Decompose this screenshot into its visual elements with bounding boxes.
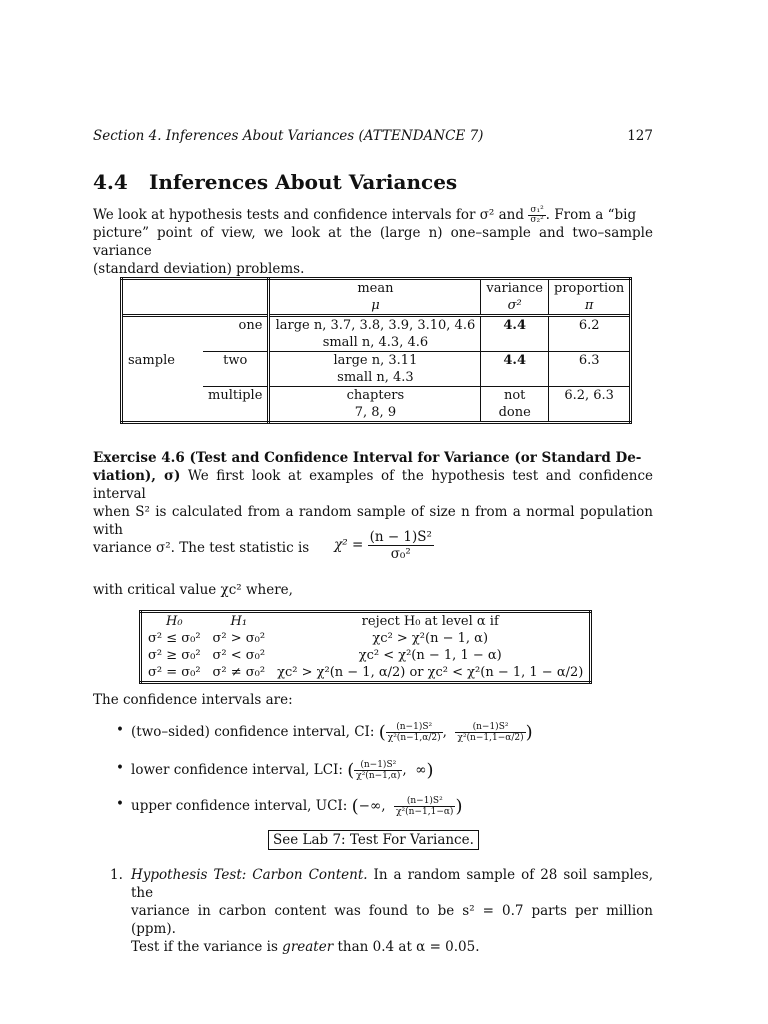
exercise-line-4: variance σ². The test statistic is	[93, 540, 310, 556]
ci-intro: The confidence intervals are:	[93, 692, 293, 708]
col-variance: variance	[486, 281, 543, 296]
col-variance-sym: σ²	[507, 298, 522, 313]
intro-line-2: picture” point of view, we look at the (large n) one–sample and two–sample variance	[93, 225, 653, 259]
row-multiple-label: multiple	[203, 387, 269, 423]
exercise-title-1: Exercise 4.6 (Test and Confidence Interval for Variance (or Standard De-	[93, 450, 642, 466]
exercise-title-2: viation), σ)	[93, 468, 181, 484]
hypothesis-table	[139, 610, 592, 684]
summary-header-row	[122, 279, 631, 316]
exercise-line-3: when S² is calculated from a random sample of size n from a normal population with	[93, 504, 653, 538]
bullet-icon: •	[116, 760, 124, 776]
exercise-paragraph: Exercise 4.6 (Test and Confidence Interval for Variance (or Standard De- viation), σ) We first look at examples of the hypothesis test and confidence interval when S² is calculated from a random sample of size n from a normal population with variance σ². The test statistic is	[93, 450, 653, 556]
summary-row-two: sample two large n, 3.11 small n, 4.3 4.4 6.3	[122, 352, 631, 387]
col-mean-sym: μ	[371, 298, 380, 313]
hyp-row-two-sided: σ² = σ₀² σ² ≠ σ₀² χc² > χ²(n − 1, α/2) or χc² < χ²(n − 1, 1 − α/2)	[148, 665, 584, 680]
bullet-icon: •	[116, 722, 124, 738]
row-one-variance: 4.4	[481, 316, 549, 352]
section-number: 4.4	[93, 170, 128, 194]
summary-row-one: one large n, 3.7, 3.8, 3.9, 3.10, 4.6 small n, 4.3, 4.6 4.4 6.2	[122, 316, 631, 352]
problem-number: 1.	[110, 867, 123, 883]
hyp-row-right: σ² ≤ σ₀² σ² > σ₀² χc² > χ²(n − 1, α)	[148, 631, 489, 646]
row-sample-label: sample	[122, 352, 204, 387]
section-heading-title: Inferences About Variances	[149, 170, 458, 194]
page-number: 127	[627, 128, 653, 144]
running-header	[93, 128, 653, 144]
hyp-header-row: H₀ H₁ reject H₀ at level α if	[165, 614, 499, 629]
col-proportion-sym: π	[584, 298, 594, 313]
col-mean: mean	[357, 281, 394, 296]
hyp-row-left: σ² ≥ σ₀² σ² < σ₀² χc² < χ²(n − 1, 1 − α)	[148, 648, 502, 663]
problem-title: Hypothesis Test: Carbon Content.	[131, 867, 368, 883]
summary-table	[120, 277, 632, 424]
section-heading	[93, 170, 457, 194]
section-title: Section 4. Inferences About Variances (ATTENDANCE 7)	[93, 128, 484, 144]
variance-ratio: $\frac{\text{σ₁²}}{\text{σ₂²}}$	[530, 205, 544, 225]
bullet-icon: •	[116, 796, 124, 812]
test-statistic-formula: χ² = $\frac{\text{(n − 1)S²}}{\text{σ₀²}}$	[334, 529, 432, 562]
row-two-label: two	[203, 352, 269, 387]
intro-paragraph	[93, 206, 653, 278]
intro-line-1a: We look at hypothesis tests and confidence intervals for σ² and	[93, 207, 529, 223]
col-proportion: proportion	[554, 281, 625, 296]
critical-value-text: with critical value χc² where,	[93, 582, 293, 598]
summary-row-multiple: multiple chapters 7, 8, 9 not done 6.2, 6.3	[122, 387, 631, 423]
row-one-label: one	[203, 316, 269, 352]
intro-line-3: (standard deviation) problems.	[93, 261, 305, 277]
lab-reference-box: See Lab 7: Test For Variance.	[268, 830, 479, 850]
intro-line-1b: . From a “big	[545, 207, 637, 223]
row-two-variance: 4.4	[481, 352, 549, 387]
